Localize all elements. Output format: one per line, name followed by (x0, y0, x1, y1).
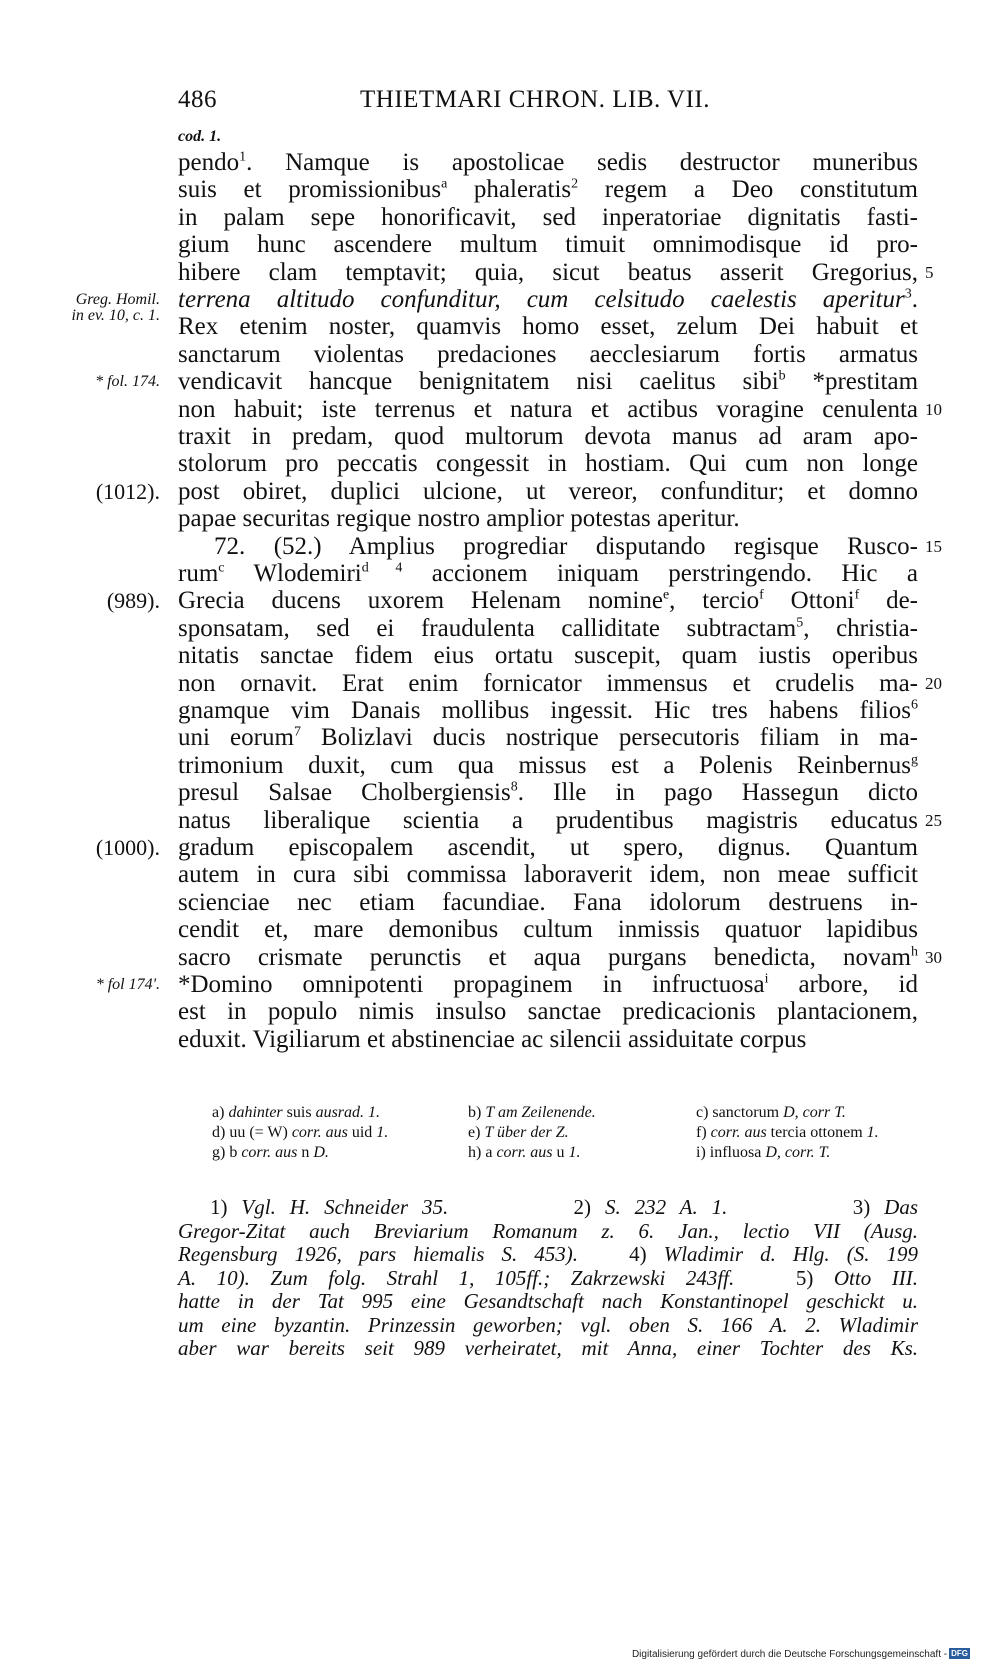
text-line: sponsatam, sed ei fraudulenta calliditate subtractam$^5$, christia- (178, 614, 918, 642)
line-number: 10 (925, 399, 942, 419)
margin-note: (1000). (95, 835, 160, 860)
margin-note: Greg. Homil. in ev. 10, c. 1. (71, 291, 160, 324)
apparatus-entry: h) a corr. aus u 1. (468, 1144, 581, 1161)
footnote-line: hatte in der Tat 995 eine Gesandtschaft nach Konstantinopel geschickt u. (178, 1289, 918, 1313)
text-line: gradum episcopalem ascendit, ut spero, dignus. Quantum (178, 834, 918, 861)
apparatus-entry: e) T über der Z. (468, 1124, 569, 1141)
text-line: terrena altitudo confunditur, cum celsitudo caelestis aperitur$^3$. (178, 286, 918, 313)
text-line: non ornavit. Erat enim fornicator immensus et crudelis ma- (178, 669, 918, 697)
text-line: Rex etenim noster, quamvis homo esset, zelum Dei habuit et (178, 313, 918, 341)
text-line: papae securitas regique nostro amplior potestas aperitur. (178, 505, 740, 533)
text-line: post obiret, duplici ulcione, ut vereor, confunditur; et domno (178, 477, 918, 505)
margin-note: (1012). (95, 478, 160, 504)
text-line: in palam sepe honorificavit, sed inperatoriae dignitatis fasti- (178, 203, 918, 231)
text-line: stolorum pro peccatis congessit in hostiam. Qui cum non longe (178, 450, 918, 478)
apparatus-entry: i) influosa D, corr. T. (696, 1144, 831, 1161)
text-line: gium hunc ascendere multum timuit omnimodisque id pro- (178, 231, 918, 259)
text-line: hibere clam temptavit; quia, sicut beatus asserit Gregorius, (178, 258, 918, 286)
line-number: 20 (925, 673, 942, 693)
digitization-credit (610, 1648, 970, 1662)
text-line: *Domino omnipotenti propaginem in infructuosa$^i$ arbore, id (178, 971, 918, 998)
text-line: 72. (52.) Amplius progrediar disputando regisque Rusco- (214, 532, 918, 560)
dfg-logo: DFG (951, 1649, 968, 1658)
line-number: 30 (925, 947, 942, 967)
apparatus-line (212, 1143, 920, 1163)
apparatus-line (212, 1123, 920, 1143)
apparatus-line (212, 1103, 920, 1123)
apparatus-entry: f) corr. aus tercia ottonem 1. (696, 1124, 879, 1141)
text-line: presul Salsae Cholbergiensis$^8$. Ille in pago Hassegun dicto (178, 779, 918, 807)
text-line: Grecia ducens uxorem Helenam nomine$^e$, tercio$^f$ Ottoni$^f$ de- (178, 587, 919, 615)
footnote-line: um eine byzantin. Prinzessin geworben; vgl. oben S. 166 A. 2. Wladimir (178, 1312, 918, 1337)
footnote-line: A. 10). Zum folg. Strahl 1, 105ff.; Zakrzewski 243ff. 5) Otto III. (178, 1265, 918, 1290)
text-line: scienciae nec etiam facundiae. Fana idolorum destruens in- (178, 888, 918, 916)
text-line: nitatis sanctae fidem eius ortatu suscepit, quam iustis operibus (178, 642, 918, 670)
footnote-line: Gregor-Zitat auch Breviarium Romanum z. 6. Jan., lectio VII (Ausg. (178, 1218, 918, 1243)
text-line: sanctarum violentas predaciones aecclesiarum fortis armatus (178, 340, 918, 368)
margin-note: * fol 174'. (95, 976, 160, 993)
text-line: trimonium duxit, cum qua missus est a Polenis Reinbernus$^g$ (178, 751, 918, 779)
line-number: 15 (925, 536, 942, 556)
apparatus-entry: b) T am Zeilenende. (468, 1104, 596, 1121)
text-line: suis et promissionibus$^a$ phaleratis$^2$ regem a Deo constitutum (178, 176, 919, 204)
page-number: 486 (178, 86, 217, 113)
codex-note: cod. 1. (178, 128, 222, 145)
text-line: vendicavit hancque benignitatem nisi caelitus sibi$^b$ *prestitam (178, 368, 919, 396)
margin-note: (989). (106, 588, 160, 614)
apparatus-entry: a) dahinter suis ausrad. 1. (212, 1104, 381, 1121)
text-line: traxit in predam, quod multorum devota manus ad aram apo- (178, 423, 918, 450)
footnote-line: Regensburg 1926, pars hiemalis S. 453). 4) Wladimir d. Hlg. (S. 199 (178, 1242, 918, 1266)
apparatus-entry: g) b corr. aus n D. (212, 1144, 329, 1161)
text-line: gnamque vim Danais mollibus ingessit. Hic tres habens filios$^6$ (178, 697, 918, 724)
text-line: natus liberalique scientia a prudentibus magistris educatus (178, 806, 918, 834)
running-head (178, 80, 918, 120)
footnote-line: 1) Vgl. H. Schneider 35. 2) S. 232 A. 1. 3) Das (210, 1195, 919, 1219)
page-title: THIETMARI CHRON. LIB. VII. (360, 86, 711, 113)
text-line: sacro crismate perunctis et aqua purgans benedicta, novam$^h$ (178, 943, 918, 971)
digitization-credit-text: Digitalisierung gefördert durch die Deutsche Forschungsgemeinschaft - (631, 1649, 948, 1660)
text-line: pendo$^1$. Namque is apostolicae sedis destructor muneribus (178, 149, 918, 176)
text-line: est in populo nimis insulso sanctae predicacionis plantacionem, (178, 998, 918, 1026)
text-line: non habuit; iste terrenus et natura et actibus voragine cenulenta (178, 395, 918, 423)
line-number: 25 (925, 810, 942, 830)
text-line: uni eorum$^7$ Bolizlavi ducis nostrique persecutoris filiam in ma- (178, 724, 918, 752)
apparatus-entry: d) uu (= W) corr. aus uid 1. (212, 1124, 389, 1141)
line-number: 5 (925, 262, 934, 282)
text-line: cendit et, mare demonibus cultum inmissis quatuor lapidibus (178, 916, 918, 944)
margin-note: * fol. 174. (95, 373, 160, 391)
footnote-line: aber war bereits seit 989 verheiratet, mit Anna, einer Tochter des Ks. (178, 1336, 918, 1360)
text-line: rum$^c$ Wlodemiri$^{d 4}$ accionem iniquam perstringendo. Hic a (178, 560, 918, 587)
text-line: eduxit. Vigiliarum et abstinenciae ac silencii assiduitate corpus (178, 1025, 807, 1053)
text-line: autem in cura sibi commissa laboraverit idem, non meae sufficit (178, 861, 918, 889)
apparatus-entry: c) sanctorum D, corr T. (696, 1104, 846, 1121)
